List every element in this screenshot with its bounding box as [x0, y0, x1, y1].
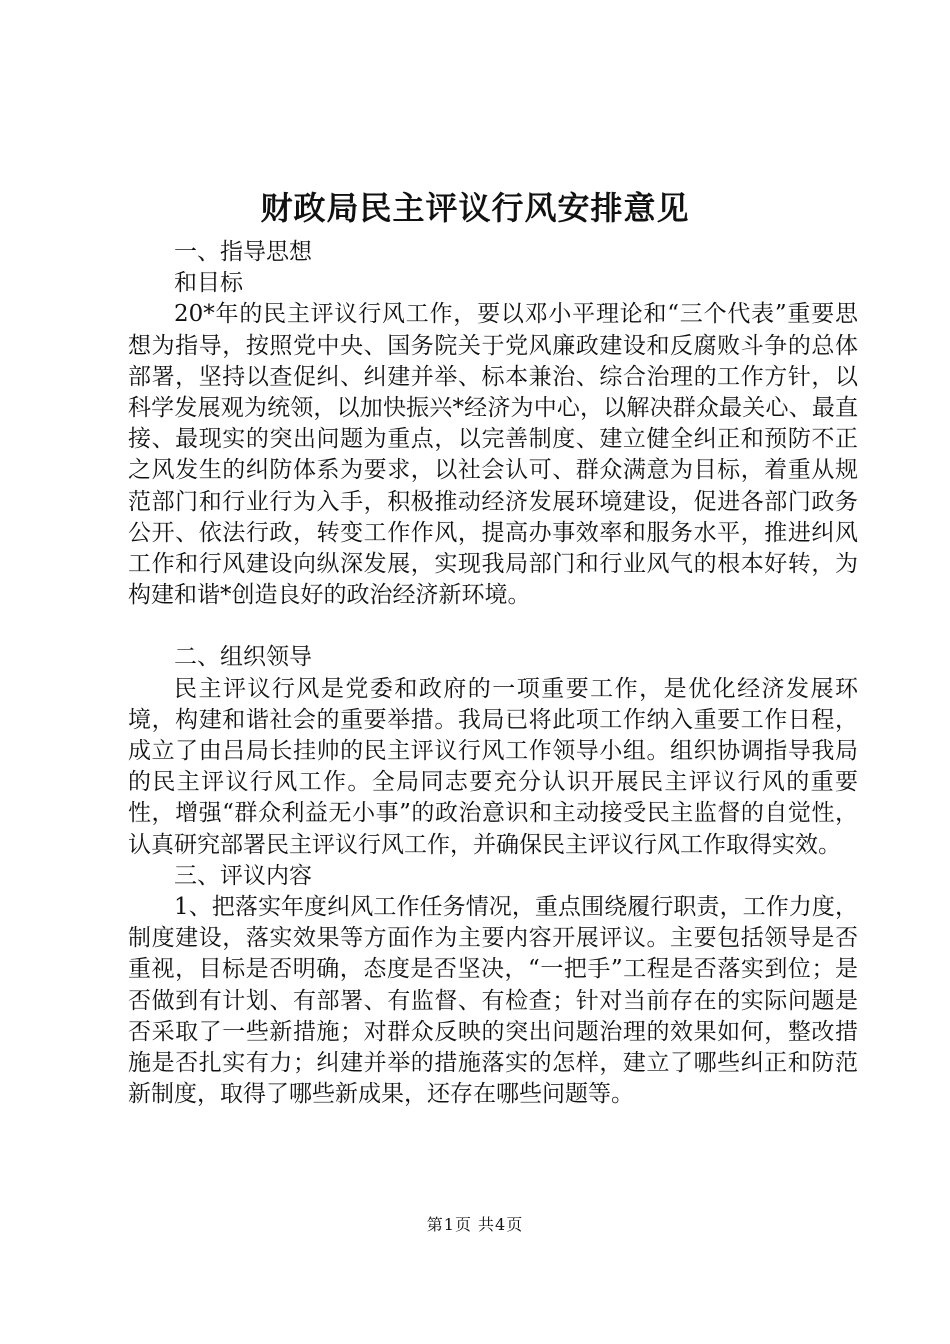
- section-1-paragraph: 20*年的民主评议行风工作，要以邓小平理论和“三个代表”重要思想为指导，按照党中央、国务院关于党风廉政建设和反腐败斗争的总体部署，坚持以查促纠、纠建并举、标本兼治、综合治理的工作方针，以科学发展观为统领，以加快振兴*经济为中心，以解决群众最关心、最直接、最现实的突出问题为重点，以完善制度、建立健全纠正和预防不正之风发生的纠防体系为要求，以社会认可、群众满意为目标，着重从规范部门和行业行为入手，积极推动经济发展环境建设，促进各部门政务公开、依法行政，转变工作作风，提高办事效率和服务水平，推进纠风工作和行风建设向纵深发展，实现我局部门和行业风气的根本好转，为构建和谐*创造良好的政治经济新环境。: [128, 301, 858, 609]
- document-body: [128, 237, 858, 1110]
- section-3-heading: 三、评议内容: [174, 862, 312, 889]
- section-2-heading: 二、组织领导: [174, 644, 312, 671]
- document-title: 财政局民主评议行风安排意见: [260, 189, 690, 227]
- section-1-heading: 一、指导思想: [174, 239, 312, 265]
- page-number-footer: 第1页 共4页: [426, 1215, 524, 1234]
- section-3-paragraph: 1、把落实年度纠风工作任务情况，重点围绕履行职责，工作力度，制度建设，落实效果等方面作为主要内容开展评议。主要包括领导是否重视，目标是否明确，态度是否坚决，“一把手”工程是否落实到位；是否做到有计划、有部署、有监督、有检查；针对当前存在的实际问题是否采取了一些新措施；对群众反映的突出问题治理的效果如何，整改措施是否扎实有力；纠建并举的措施落实的怎样，建立了哪些纠正和防范新制度，取得了哪些新成果，还存在哪些问题等。: [128, 894, 858, 1108]
- section-1-heading-continued: 和目标: [174, 270, 243, 297]
- section-2-paragraph: 民主评议行风是党委和政府的一项重要工作，是优化经济发展环境，构建和谐社会的重要举措。我局已将此项工作纳入重要工作日程，成立了由吕局长挂帅的民主评议行风工作领导小组。组织协调指导我局的民主评议行风工作。全局同志要充分认识开展民主评议行风的重要性，增强“群众利益无小事”的政治意识和主动接受民主监督的自觉性，认真研究部署民主评议行风工作，并确保民主评议行风工作取得实效。: [128, 675, 858, 858]
- paragraph-spacer: [128, 611, 858, 642]
